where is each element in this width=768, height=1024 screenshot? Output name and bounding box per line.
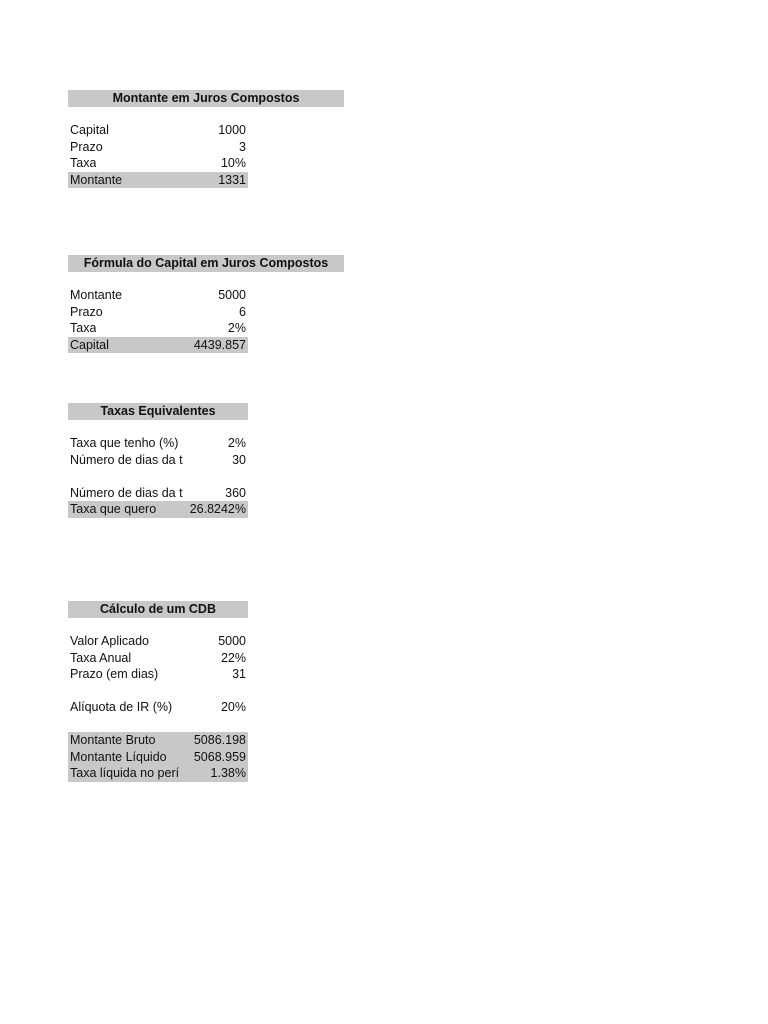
section-montante [68,90,344,188]
row-value: 5086.198 [193,733,246,747]
row-montante-liquido [68,749,248,766]
section-title-capital: Fórmula do Capital em Juros Compostos [68,255,344,272]
row-dias-tenho [68,452,248,469]
row-value: 4439.857 [193,337,246,352]
section-cdb [68,601,248,782]
row-label: Prazo [70,304,103,319]
row-label: Taxa que quero [70,502,157,516]
row-taxa-anual [68,650,248,667]
row-label: Prazo (em dias) [70,667,159,681]
row-value: 1331 [218,172,246,187]
row-montante-bruto [68,732,248,749]
row-taxa-liquida [68,765,248,782]
row-label: Montante [70,288,123,302]
row-spacer [68,468,248,485]
row-value: 360 [225,485,246,500]
row-label: Capital [70,337,109,352]
row-montante-result [68,172,248,189]
row-value: 26.8242% [189,502,246,516]
row-label: Montante [70,172,123,187]
row-value: 20% [220,700,246,714]
row-spacer [68,716,248,733]
row-taxa [68,155,248,172]
row-taxa-quero-result [68,501,248,518]
section-taxas [68,403,248,518]
row-value: 6 [239,304,246,319]
capital-table [68,287,344,353]
row-value: 1.38% [210,766,246,780]
row-taxa [68,320,248,337]
row-label: Montante Líquido [70,749,167,764]
row-value: 5000 [218,288,246,302]
row-value: 1000 [218,123,246,137]
row-value: 5000 [218,634,246,648]
section-title-montante: Montante em Juros Compostos [68,90,344,107]
section-title-cdb: Cálculo de um CDB [68,601,248,618]
row-value: 2% [227,321,246,335]
row-label: Taxa [70,156,97,170]
row-value: 31 [232,667,246,681]
row-label: Capital [70,123,109,137]
row-value: 10% [220,156,246,170]
taxas-table [68,435,248,518]
row-taxa-tenho [68,435,248,452]
row-label: Número de dias da t [70,452,183,467]
row-label: Montante Bruto [70,733,156,747]
row-label: Prazo [70,139,103,154]
row-spacer [68,683,248,700]
section-title-taxas: Taxas Equivalentes [68,403,248,420]
row-label: Alíquota de IR (%) [70,700,173,714]
row-label: Taxa Anual [70,650,132,665]
row-label: Taxa líquida no perí [70,766,180,780]
row-prazo [68,139,248,156]
row-label: Taxa [70,321,97,335]
row-value: 5068.959 [193,749,246,764]
row-value: 30 [232,452,246,467]
row-label: Taxa que tenho (%) [70,436,179,450]
row-prazo [68,304,248,321]
montante-table [68,122,344,188]
row-aliquota-ir [68,699,248,716]
row-capital [68,122,248,139]
row-value: 2% [227,436,246,450]
cdb-table [68,633,248,782]
section-capital [68,255,344,353]
row-capital-result [68,337,248,354]
row-montante [68,287,248,304]
row-prazo-dias [68,666,248,683]
row-label: Valor Aplicado [70,634,149,648]
row-dias-quero [68,485,248,502]
row-label: Número de dias da t [70,485,183,500]
row-value: 22% [220,650,246,665]
row-value: 3 [239,139,246,154]
row-valor-aplicado [68,633,248,650]
